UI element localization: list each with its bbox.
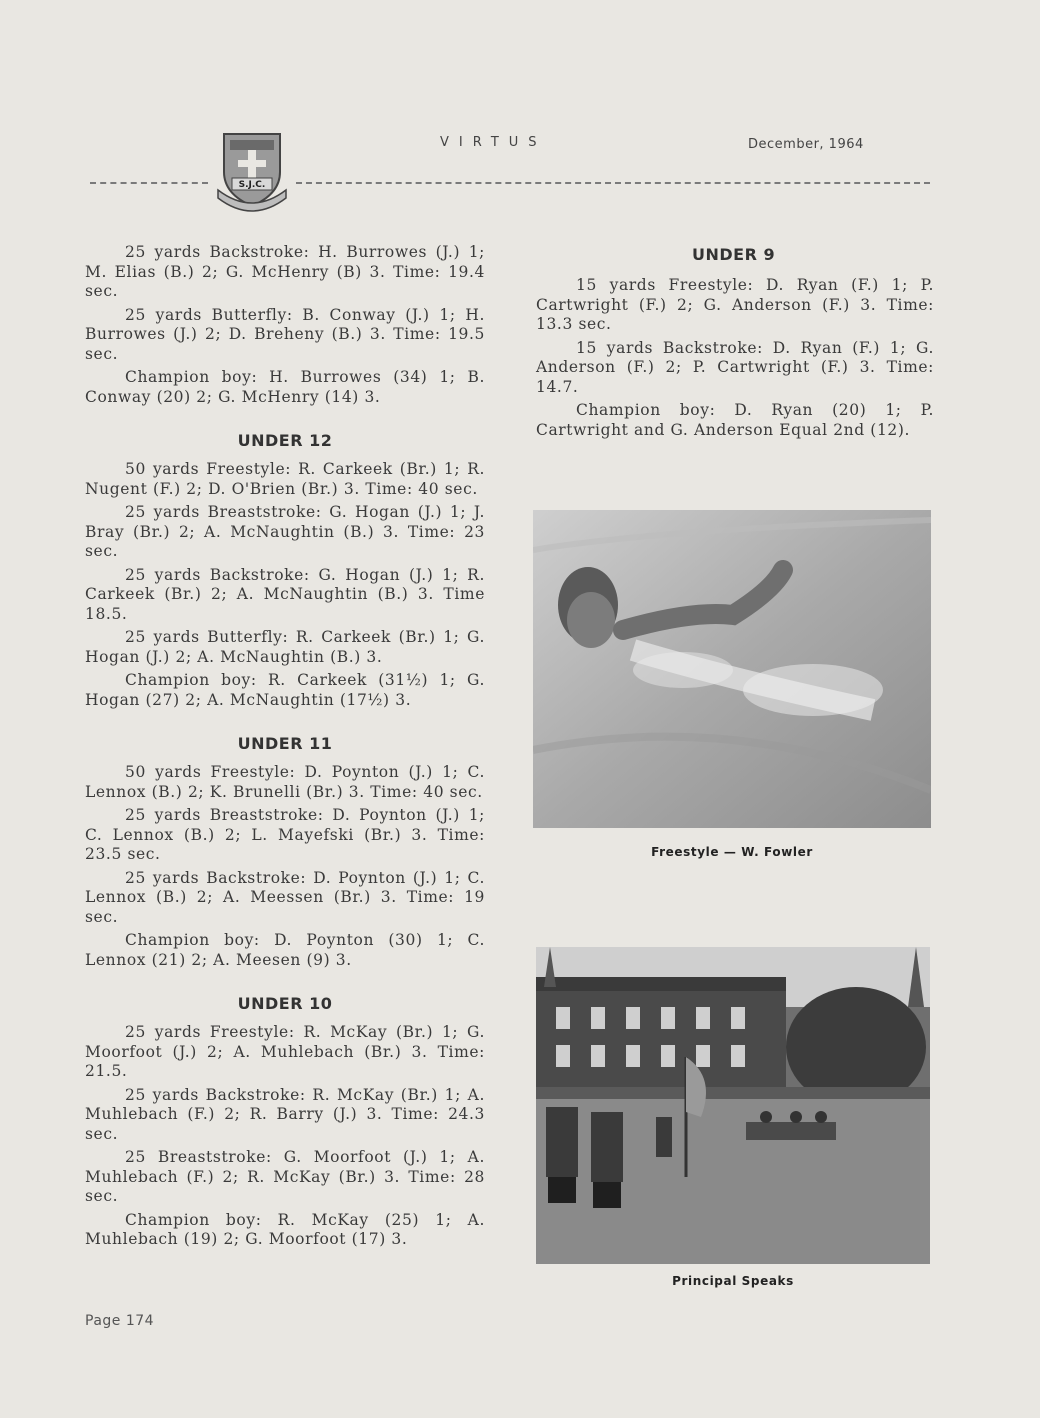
section-heading-under-12: UNDER 12 xyxy=(237,431,333,450)
result-entry: 25 Breaststroke: G. Moorfoot (J.) 1; A. Muhlebach (F.) 2; R. McKay (Br.) 3. Time: 28 sec. xyxy=(85,1148,485,1205)
section-heading-under-9: UNDER 9 xyxy=(692,245,776,264)
magazine-title: VIRTUS xyxy=(440,135,547,150)
swimmer-photo xyxy=(533,510,931,828)
result-entry: 25 yards Backstroke: H. Burrowes (J.) 1; M. Elias (B.) 2; G. McHenry (B) 3. Time: 19.4 sec. xyxy=(85,243,485,300)
photo-caption: Freestyle — W. Fowler xyxy=(651,845,813,859)
svg-text:S.J.C.: S.J.C. xyxy=(238,180,266,190)
result-entry: 15 yards Freestyle: D. Ryan (F.) 1; P. Cartwright (F.) 2; G. Anderson (F.) 3. Time: 13.3 sec. xyxy=(536,276,934,333)
left-column xyxy=(85,243,485,1254)
result-entry: 25 yards Butterfly: R. Carkeek (Br.) 1; G. Hogan (J.) 2; A. McNaughtin (B.) 3. xyxy=(85,628,485,666)
result-entry: 25 yards Backstroke: G. Hogan (J.) 1; R. Carkeek (Br.) 2; A. McNaughtin (B.) 3. Time 18.5. xyxy=(85,565,485,623)
principal-speaks-photo xyxy=(536,947,930,1264)
result-entry: 25 yards Backstroke: D. Poynton (J.) 1; C. Lennox (B.) 2; A. Meessen (Br.) 3. Time: 19 sec. xyxy=(85,868,485,926)
result-entry: Champion boy: H. Burrowes (34) 1; B. Conway (20) 2; G. McHenry (14) 3. xyxy=(85,368,485,406)
section-heading-under-10: UNDER 10 xyxy=(237,994,333,1013)
section-heading-under-11: UNDER 11 xyxy=(237,734,333,753)
header-rule-right xyxy=(296,182,930,184)
result-entry: 15 yards Backstroke: D. Ryan (F.) 1; G. Anderson (F.) 2; P. Cartwright (F.) 3. Time: 14.7. xyxy=(536,338,934,396)
result-entry: 25 yards Butterfly: B. Conway (J.) 1; H. Burrowes (J.) 2; D. Breheny (B.) 3. Time: 19.5 sec. xyxy=(85,305,485,363)
result-entry: 25 yards Breaststroke: G. Hogan (J.) 1; J. Bray (Br.) 2; A. McNaughtin (B.) 3. Time: 23 sec. xyxy=(85,503,485,560)
school-crest-icon xyxy=(214,128,290,218)
result-entry: 50 yards Freestyle: D. Poynton (J.) 1; C. Lennox (B.) 2; K. Brunelli (Br.) 3. Time: 40 sec. xyxy=(85,763,485,801)
result-entry: Champion boy: D. Poynton (30) 1; C. Lennox (21) 2; A. Meesen (9) 3. xyxy=(85,931,485,969)
result-entry: 25 yards Backstroke: R. McKay (Br.) 1; A. Muhlebach (F.) 2; R. Barry (J.) 3. Time: 24.3 sec. xyxy=(85,1085,485,1143)
result-entry: 25 yards Freestyle: R. McKay (Br.) 1; G. Moorfoot (J.) 2; A. Muhlebach (Br.) 3. Time: 21.5. xyxy=(85,1023,485,1080)
page-number: Page 174 xyxy=(85,1313,155,1329)
header-rule-left xyxy=(90,182,208,184)
result-entry: 25 yards Breaststroke: D. Poynton (J.) 1; C. Lennox (B.) 2; L. Mayefski (Br.) 3. Time: 23.5 sec. xyxy=(85,806,485,863)
result-entry: 50 yards Freestyle: R. Carkeek (Br.) 1; R. Nugent (F.) 2; D. O'Brien (Br.) 3. Time: 40 sec. xyxy=(85,460,485,498)
photo-caption: Principal Speaks xyxy=(672,1274,794,1288)
right-column xyxy=(536,245,934,444)
result-entry: Champion boy: R. McKay (25) 1; A. Muhlebach (19) 2; G. Moorfoot (17) 3. xyxy=(85,1210,485,1248)
result-entry: Champion boy: D. Ryan (20) 1; P. Cartwright and G. Anderson Equal 2nd (12). xyxy=(536,401,934,439)
issue-date: December, 1964 xyxy=(748,137,864,152)
result-entry: Champion boy: R. Carkeek (31½) 1; G. Hogan (27) 2; A. McNaughtin (17½) 3. xyxy=(85,671,485,709)
